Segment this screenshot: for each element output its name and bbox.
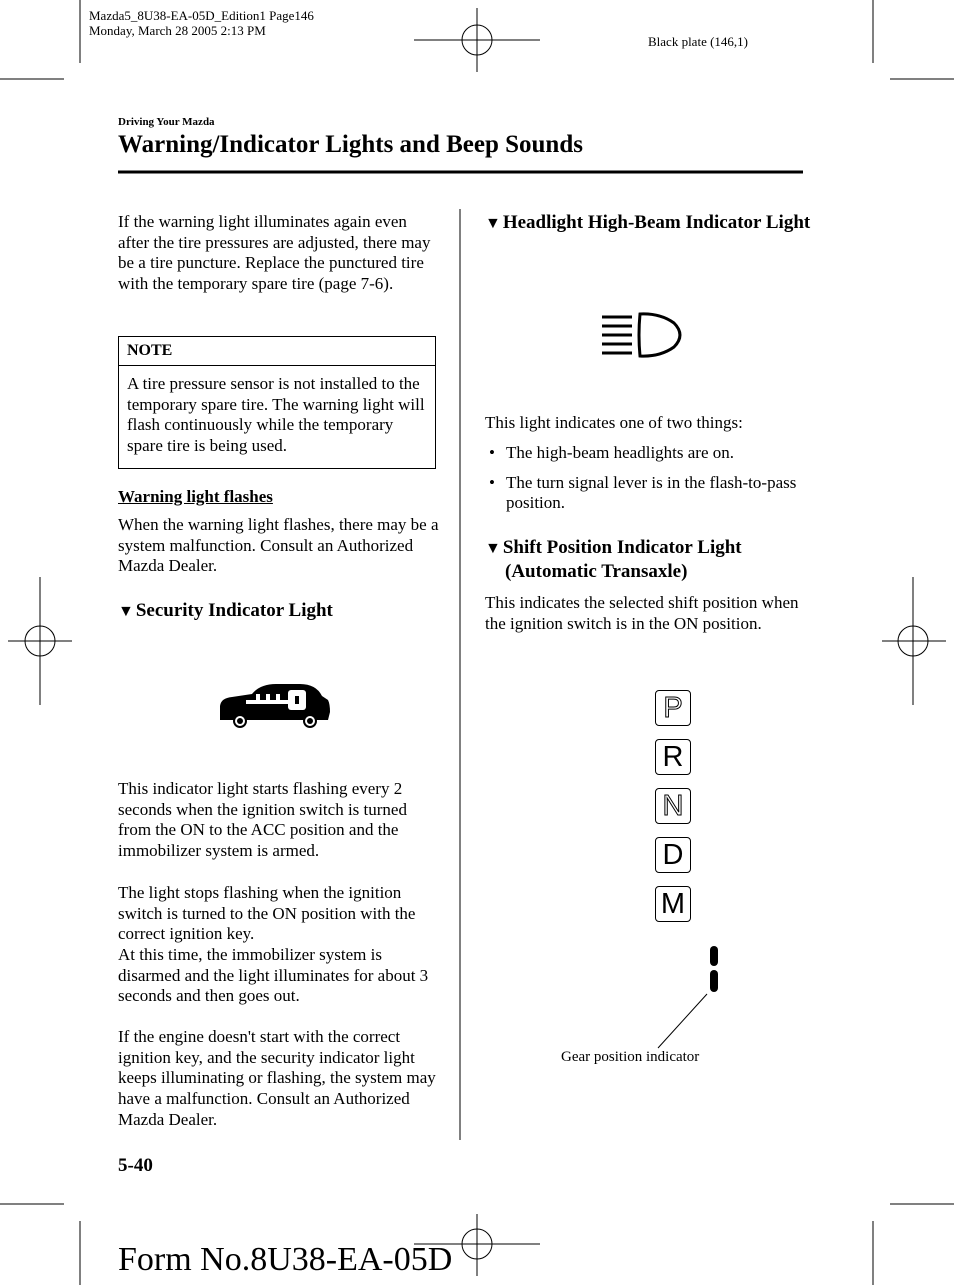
security-paragraph-3: If the engine doesn't start with the correct ignition key, and the security indicator light keeps illuminating or flashing, the system may have a malfunction. Consult an Authorized Mazda Dealer. — [118, 1027, 436, 1129]
note-title: NOTE — [119, 337, 435, 366]
triangle-icon: ▼ — [118, 603, 134, 620]
list-item: • The high-beam headlights are on. — [485, 443, 803, 464]
registration-mark-top — [414, 8, 540, 72]
high-beam-icon — [600, 311, 688, 359]
security-car-key-icon — [216, 680, 334, 728]
registration-mark-left — [8, 577, 72, 705]
headlight-bullet-list — [485, 443, 803, 523]
security-paragraph-2b: At this time, the immobilizer system is disarmed and the light illuminates for about 3 seconds and then goes out. — [118, 945, 429, 1006]
flash-heading: Warning light flashes — [118, 487, 273, 506]
gear-r-indicator: R — [655, 739, 691, 775]
plate-label: Black plate (146,1) — [648, 34, 748, 49]
shift-heading-text: Shift Position Indicator Light (Automatic Transaxle) — [502, 537, 742, 582]
triangle-icon: ▼ — [485, 215, 501, 232]
security-paragraph-2a: The light stops flashing when the ignition switch is turned to the ON position with the correct ignition key. — [118, 883, 416, 944]
form-number: Form No.8U38-EA-05D — [118, 1241, 453, 1278]
security-paragraph-1: This indicator light starts flashing every 2 seconds when the ignition switch is turned from the ON to the ACC position and the immobilizer system is armed. — [118, 779, 407, 861]
registration-mark-right — [882, 577, 946, 705]
headlight-heading-text: Headlight High-Beam Indicator Light — [502, 212, 811, 233]
section-label: Driving Your Mazda — [118, 116, 215, 128]
gear-d-indicator: D — [655, 837, 691, 873]
triangle-icon: ▼ — [485, 540, 501, 557]
headlight-intro: This light indicates one of two things: — [485, 413, 743, 432]
list-item: • The turn signal lever is in the flash-to-pass position. — [485, 473, 803, 514]
note-body: A tire pressure sensor is not installed to the temporary spare tire. The warning light will flash continuously while the temporary spare tire is being used. — [127, 374, 425, 456]
gear-n-indicator: N — [655, 788, 691, 824]
gear-position-caption: Gear position indicator — [561, 1049, 700, 1065]
security-heading-text: Security Indicator Light — [135, 600, 333, 621]
intro-paragraph: If the warning light illuminates again even after the tire pressures are adjusted, there may be a tire puncture. Replace the punctured tire with the temporary spare tire (page 7-6). — [118, 212, 431, 294]
shift-paragraph: This indicates the selected shift position when the ignition switch is in the ON position. — [485, 593, 799, 633]
file-line: Mazda5_8U38-EA-05D_Edition1 Page146 — [89, 8, 314, 23]
flash-paragraph: When the warning light flashes, there may be a system malfunction. Consult an Authorized Mazda Dealer. — [118, 515, 439, 576]
security-heading — [118, 599, 448, 623]
gear-position-segment-icon — [655, 944, 725, 1054]
headlight-heading — [485, 211, 823, 235]
shift-heading — [485, 536, 823, 583]
page-number: 5-40 — [118, 1155, 153, 1176]
note-box — [118, 336, 436, 469]
page-title: Warning/Indicator Lights and Beep Sounds — [118, 131, 583, 158]
gear-p-indicator: P — [655, 690, 691, 726]
print-job-info — [89, 8, 314, 38]
date-line: Monday, March 28 2005 2:13 PM — [89, 23, 266, 38]
gear-m-indicator: M — [655, 886, 691, 922]
